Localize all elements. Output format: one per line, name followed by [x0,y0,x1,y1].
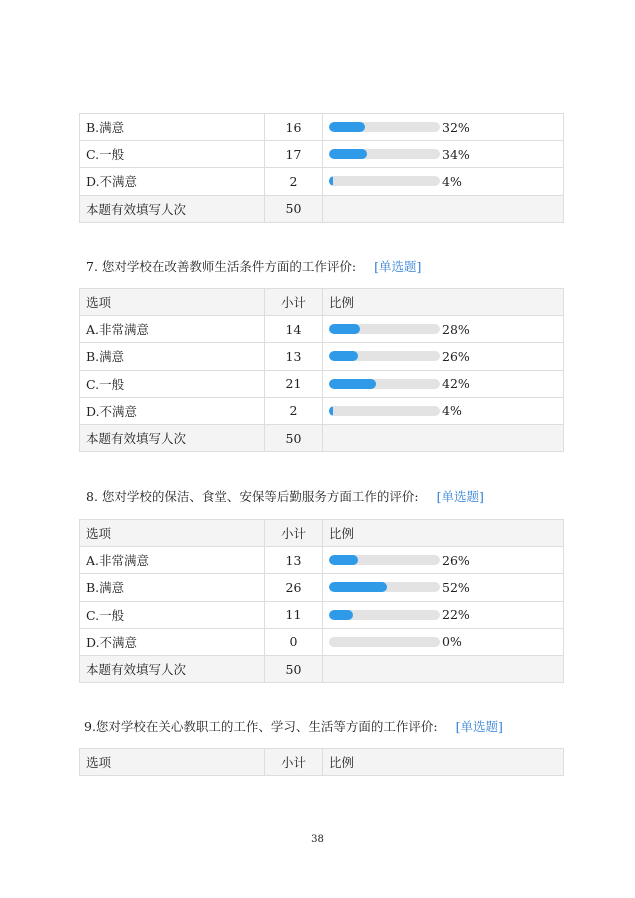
option-label: C.一般 [80,141,265,168]
option-count: 26 [265,574,323,601]
percent-bar-fill [329,582,387,592]
percent-label: 32% [442,119,470,135]
option-count: 2 [265,397,323,424]
percent-label: 42% [442,376,470,392]
option-count: 17 [265,141,323,168]
column-header-ratio: 比例 [323,749,564,776]
question-text: 9.您对学校在关心教职工的工作、学习、生活等方面的工作评价: [84,719,438,734]
percent-bar [329,582,440,592]
column-header-option: 选项 [80,520,265,547]
question-7-title [86,257,421,275]
option-label: D.不满意 [80,168,265,195]
option-label: D.不满意 [80,628,265,655]
option-label: B.满意 [80,343,265,370]
q9-result-table [79,748,564,776]
question-8-title [86,487,484,505]
table-header-row [80,749,564,776]
percent-bar-fill [329,379,376,389]
percent-label: 4% [442,173,462,189]
percent-bar [329,555,440,565]
table-header-row [80,289,564,316]
page-number: 38 [311,834,324,845]
option-count: 21 [265,370,323,397]
total-label: 本题有效填写人次 [80,195,265,222]
percent-bar [329,637,440,647]
column-header-option: 选项 [80,749,265,776]
percent-bar [329,122,440,132]
total-count: 50 [265,195,323,222]
option-count: 13 [265,547,323,574]
question-text: 7. 您对学校在改善教师生活条件方面的工作评价: [86,259,357,274]
option-count: 13 [265,343,323,370]
option-label: B.满意 [80,114,265,141]
percent-label: 22% [442,607,470,623]
option-label: C.一般 [80,601,265,628]
option-count: 14 [265,316,323,343]
percent-bar [329,176,440,186]
q6-result-table [79,113,564,223]
percent-bar-fill [329,149,367,159]
percent-label: 26% [442,552,470,568]
table-header-row [80,520,564,547]
percent-label: 34% [442,146,470,162]
option-count: 2 [265,168,323,195]
percent-bar-fill [329,555,358,565]
option-label: D.不满意 [80,397,265,424]
question-text: 8. 您对学校的保洁、食堂、安保等后勤服务方面工作的评价: [86,489,419,504]
option-label: B.满意 [80,574,265,601]
percent-bar-fill [329,324,360,334]
column-header-ratio: 比例 [323,520,564,547]
percent-label: 52% [442,579,470,595]
table-row [80,316,564,343]
percent-bar [329,406,440,416]
percent-bar [329,149,440,159]
total-count: 50 [265,655,323,682]
q8-result-table [79,519,564,683]
percent-bar [329,324,440,334]
total-row [80,424,564,451]
option-label: C.一般 [80,370,265,397]
table-row [80,343,564,370]
q7-result-table [79,288,564,452]
table-row [80,397,564,424]
question-type-tag: [单选题] [436,489,484,504]
percent-label: 0% [442,634,462,650]
option-count: 0 [265,628,323,655]
table-row [80,547,564,574]
question-type-tag: [单选题] [374,259,422,274]
percent-bar [329,610,440,620]
table-row [80,628,564,655]
table-row [80,370,564,397]
column-header-count: 小计 [265,520,323,547]
total-row [80,655,564,682]
option-label: A.非常满意 [80,547,265,574]
percent-bar-fill [329,122,365,132]
percent-bar [329,379,440,389]
column-header-ratio: 比例 [323,289,564,316]
percent-label: 28% [442,321,470,337]
percent-bar [329,351,440,361]
table-row [80,574,564,601]
table-row [80,168,564,195]
option-count: 11 [265,601,323,628]
option-label: A.非常满意 [80,316,265,343]
table-row [80,114,564,141]
table-row [80,601,564,628]
column-header-count: 小计 [265,289,323,316]
percent-bar-fill [329,351,358,361]
option-count: 16 [265,114,323,141]
percent-label: 26% [442,348,470,364]
table-row [80,141,564,168]
percent-label: 4% [442,403,462,419]
total-label: 本题有效填写人次 [80,424,265,451]
percent-bar-fill [329,176,333,186]
total-label: 本题有效填写人次 [80,655,265,682]
question-9-title [84,717,503,735]
column-header-count: 小计 [265,749,323,776]
total-count: 50 [265,424,323,451]
column-header-option: 选项 [80,289,265,316]
percent-bar-fill [329,406,333,416]
total-row [80,195,564,222]
question-type-tag: [单选题] [455,719,503,734]
percent-bar-fill [329,610,353,620]
